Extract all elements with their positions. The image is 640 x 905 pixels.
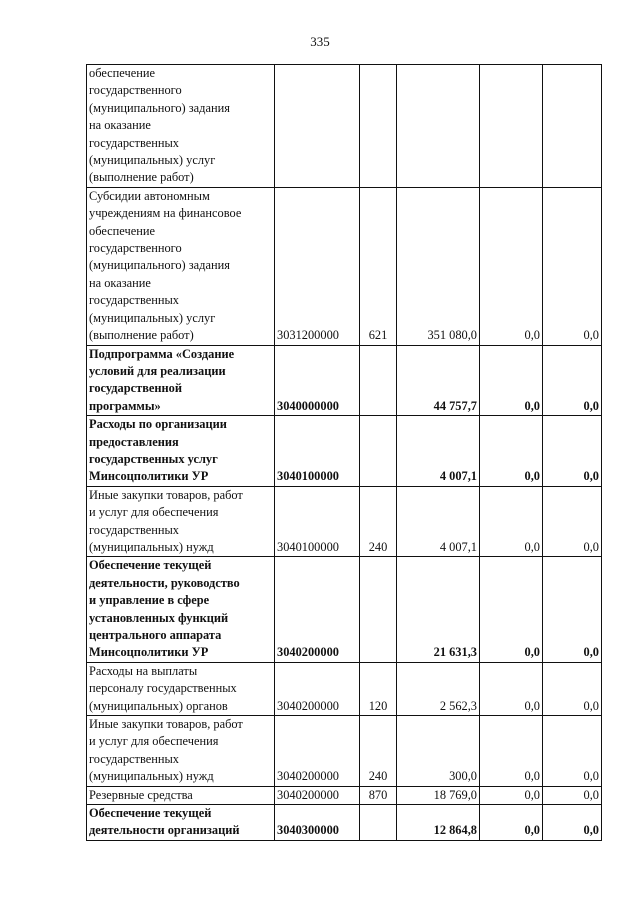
- row-code-cell: 3040200000: [275, 557, 360, 662]
- table-row: [87, 805, 602, 841]
- row-value-3-cell: 0,0: [543, 786, 602, 804]
- row-amount-cell: 44 757,7: [397, 345, 480, 416]
- row-name-cell: Подпрограмма «Создание условий для реализации государственной программы»: [87, 345, 275, 416]
- row-name-cell: Обеспечение текущей деятельности организаций: [87, 805, 275, 841]
- table-row: [87, 486, 602, 557]
- row-value-3-cell: 0,0: [543, 662, 602, 715]
- row-name-cell: Резервные средства: [87, 786, 275, 804]
- row-amount-cell: 2 562,3: [397, 662, 480, 715]
- row-expense-type-cell: 870: [360, 786, 397, 804]
- row-amount-cell: 4 007,1: [397, 416, 480, 487]
- row-expense-type-cell: [360, 345, 397, 416]
- table-row: [87, 662, 602, 715]
- row-code-cell: 3040200000: [275, 716, 360, 787]
- row-amount-cell: 351 080,0: [397, 187, 480, 345]
- row-value-2-cell: [480, 65, 543, 188]
- row-value-3-cell: 0,0: [543, 486, 602, 557]
- row-amount-cell: 12 864,8: [397, 805, 480, 841]
- table-row: [87, 786, 602, 804]
- row-expense-type-cell: [360, 557, 397, 662]
- table-row: [87, 716, 602, 787]
- row-value-2-cell: 0,0: [480, 345, 543, 416]
- row-value-3-cell: 0,0: [543, 345, 602, 416]
- row-code-cell: [275, 65, 360, 188]
- row-expense-type-cell: 120: [360, 662, 397, 715]
- table-row: [87, 557, 602, 662]
- table-row: [87, 345, 602, 416]
- row-expense-type-cell: 240: [360, 486, 397, 557]
- row-value-2-cell: 0,0: [480, 662, 543, 715]
- row-value-3-cell: [543, 65, 602, 188]
- table-body: [87, 65, 602, 841]
- page-number: 335: [310, 34, 330, 49]
- row-value-3-cell: 0,0: [543, 805, 602, 841]
- row-expense-type-cell: 240: [360, 716, 397, 787]
- row-value-2-cell: 0,0: [480, 187, 543, 345]
- row-code-cell: 3040000000: [275, 345, 360, 416]
- row-value-2-cell: 0,0: [480, 416, 543, 487]
- row-name-cell: Расходы по организации предоставления государственных услуг Минсоцполитики УР: [87, 416, 275, 487]
- row-expense-type-cell: [360, 416, 397, 487]
- row-code-cell: 3040200000: [275, 786, 360, 804]
- row-name-cell: Субсидии автономным учреждениям на финансовое обеспечение государственного (муниципального) задания на оказание государственных (муниципальных) услуг (выполнение работ): [87, 187, 275, 345]
- row-amount-cell: 18 769,0: [397, 786, 480, 804]
- row-value-3-cell: 0,0: [543, 716, 602, 787]
- row-expense-type-cell: [360, 65, 397, 188]
- table-row: [87, 416, 602, 487]
- row-amount-cell: [397, 65, 480, 188]
- row-amount-cell: 21 631,3: [397, 557, 480, 662]
- row-value-2-cell: 0,0: [480, 486, 543, 557]
- row-name-cell: Иные закупки товаров, работ и услуг для обеспечения государственных (муниципальных) нужд: [87, 716, 275, 787]
- row-code-cell: 3031200000: [275, 187, 360, 345]
- table-row: [87, 187, 602, 345]
- row-name-cell: обеспечение государственного (муниципального) задания на оказание государственных (муниципальных) услуг (выполнение работ): [87, 65, 275, 188]
- row-value-2-cell: 0,0: [480, 786, 543, 804]
- table-row: [87, 65, 602, 188]
- row-code-cell: 3040300000: [275, 805, 360, 841]
- row-amount-cell: 4 007,1: [397, 486, 480, 557]
- row-value-2-cell: 0,0: [480, 557, 543, 662]
- row-name-cell: Иные закупки товаров, работ и услуг для обеспечения государственных (муниципальных) нужд: [87, 486, 275, 557]
- row-value-3-cell: 0,0: [543, 187, 602, 345]
- row-expense-type-cell: [360, 805, 397, 841]
- row-value-3-cell: 0,0: [543, 557, 602, 662]
- row-name-cell: Расходы на выплаты персоналу государственных (муниципальных) органов: [87, 662, 275, 715]
- row-code-cell: 3040200000: [275, 662, 360, 715]
- row-value-2-cell: 0,0: [480, 716, 543, 787]
- budget-table: [86, 64, 602, 841]
- row-value-2-cell: 0,0: [480, 805, 543, 841]
- row-code-cell: 3040100000: [275, 486, 360, 557]
- row-name-cell: Обеспечение текущей деятельности, руководство и управление в сфере установленных функций центрального аппарата Минсоцполитики УР: [87, 557, 275, 662]
- row-code-cell: 3040100000: [275, 416, 360, 487]
- row-expense-type-cell: 621: [360, 187, 397, 345]
- row-value-3-cell: 0,0: [543, 416, 602, 487]
- row-amount-cell: 300,0: [397, 716, 480, 787]
